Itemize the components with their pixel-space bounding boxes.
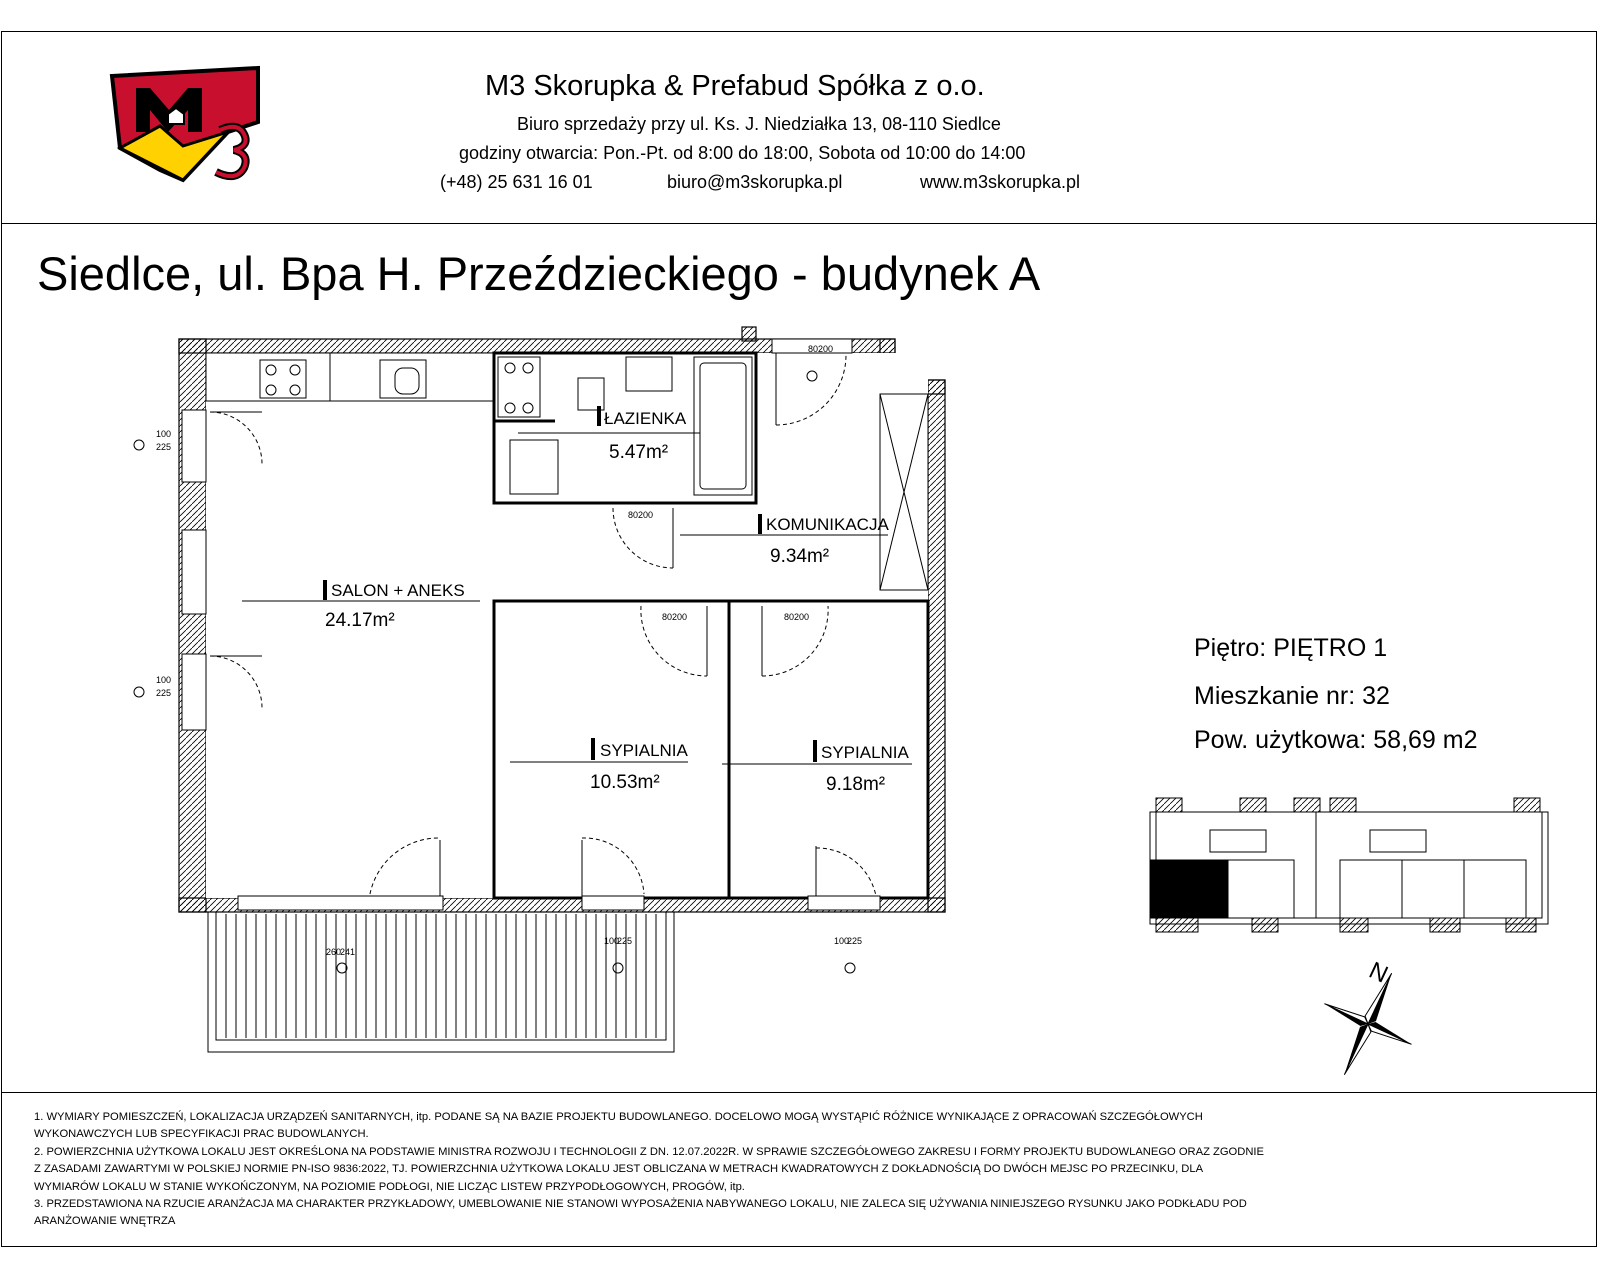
dim-80-d: 80 (808, 344, 819, 354)
dim-100-b: 100 (156, 675, 172, 685)
room-sypialnia-1-area: 10.53m² (590, 772, 660, 793)
phone-number: (+48) 25 631 16 01 (440, 172, 593, 192)
dim-200-a: 200 (638, 510, 654, 520)
room-sypialnia-2-name: SYPIALNIA (821, 743, 909, 762)
dim-80-b: 80 (662, 612, 673, 622)
area-value: 58,69 m2 (1373, 726, 1478, 754)
dim-200-c: 200 (794, 612, 810, 622)
company-name: M3 Skorupka & Prefabud Spółka z o.o. (485, 70, 985, 102)
opening-hours: godziny otwarcia: Pon.-Pt. od 8:00 do 18:00, Sobota od 10:00 do 14:00 (459, 143, 1026, 163)
note-line: 2. POWIERZCHNIA UŻYTKOWA LOKALU JEST OKREŚLONA NA PODSTAWIE MINISTRA ROZWOJU I TECHNOLOGII Z DN. 12.07.2022R. W SPRAWIE SZCZEGÓŁOWEGO ZAKRESU I FORMY PROJEKTU BUDOWLANEGO ORAZ ZGODNIE (34, 1145, 1264, 1158)
dim-241: 241 (340, 947, 356, 957)
note-line: ARANŻOWANIE WNĘTRZA (34, 1215, 176, 1228)
dim-200-b: 200 (672, 612, 688, 622)
website-link[interactable]: www.m3skorupka.pl (920, 172, 1081, 192)
note-line: Z ZASADAMI ZAWARTYMI W POLSKIEJ NORMIE PN-ISO 9836:2022, TJ. POWIERZCHNIA UŻYTKOWA LOKALU JEST OBLICZANA W METRACH KWADRATOWYCH Z DOKŁADNOŚCIĄ DO DWÓCH MEJSC PO PRZECINKU, DLA (34, 1163, 1204, 1176)
dim-260: 260 (326, 947, 342, 957)
balcony-railing (226, 914, 656, 1038)
dim-225-b: 225 (156, 688, 172, 698)
dim-80-c: 80 (784, 612, 795, 622)
dim-225-a: 225 (156, 442, 172, 452)
apartment-value: 32 (1362, 682, 1390, 710)
area-label: Pow. użytkowa: (1194, 726, 1367, 754)
apartment-label: Mieszkanie nr: (1194, 682, 1356, 710)
dim-225-d: 225 (847, 936, 863, 946)
dim-100-d: 100 (834, 936, 850, 946)
building-key-plan (1150, 798, 1548, 932)
room-komunikacja-area: 9.34m² (770, 546, 830, 567)
room-salon-area: 24.17m² (325, 610, 395, 631)
room-sypialnia-1-name: SYPIALNIA (600, 741, 688, 760)
dim-200-d: 200 (818, 344, 834, 354)
floor-label: Piętro: (1194, 634, 1267, 662)
email-link[interactable]: biuro@m3skorupka.pl (667, 172, 843, 192)
dim-225-c: 225 (617, 936, 633, 946)
room-salon-name: SALON + ANEKS (331, 581, 465, 600)
floor-value: PIĘTRO 1 (1273, 634, 1388, 662)
dim-100-c: 100 (604, 936, 620, 946)
dim-80-a: 80 (628, 510, 639, 520)
dim-100-a: 100 (156, 429, 172, 439)
room-lazienka-area: 5.47m² (609, 442, 669, 463)
page-title: Siedlce, ul. Bpa H. Przeździeckiego - budynek A (37, 247, 1041, 300)
note-line: 3. PRZEDSTAWIONA NA RZUCIE ARANŻACJA MA CHARAKTER PRZYKŁADOWY, UMEBLOWANIE NIE STANOWI WYPOSAŻENIA NABYWANEGO LOKALU, NIE ZALECA SIĘ UŻYWANIA NINIEJSZEGO RYSUNKU JAKO PODKŁADU POD (34, 1198, 1247, 1211)
note-line: WYMIARÓW LOKALU W STANIE WYKOŃCZONYM, NA POZIOMIE PODŁOGI, NIE LICZĄC LISTEW PRZYPODŁOGOWYCH, PROGÓW, itp. (34, 1180, 745, 1193)
balcony (208, 912, 674, 1052)
office-address: Biuro sprzedaży przy ul. Ks. J. Niedziałka 13, 08-110 Siedlce (517, 114, 1001, 134)
compass-north-label: N (1364, 956, 1392, 989)
notes-block (34, 1109, 1564, 1231)
room-sypialnia-2-area: 9.18m² (826, 774, 886, 795)
note-line: WYKONAWCZYCH LUB SPECYFIKACJI PRAC BUDOWLANYCH. (34, 1128, 369, 1141)
room-lazienka-name: ŁAZIENKA (604, 409, 687, 428)
room-komunikacja-name: KOMUNIKACJA (766, 515, 889, 534)
note-line: 1. WYMIARY POMIESZCZEŃ, LOKALIZACJA URZĄDZEŃ SANITARNYCH, itp. PODANE SĄ NA BAZIE PROJEKTU BUDOWLANEGO. DOCELOWO MOGĄ WYSTĄPIĆ RÓŻNICE WYNIKAJĄCE Z OPRACOWAŃ SZCZEGÓŁOWYCH (34, 1111, 1203, 1123)
